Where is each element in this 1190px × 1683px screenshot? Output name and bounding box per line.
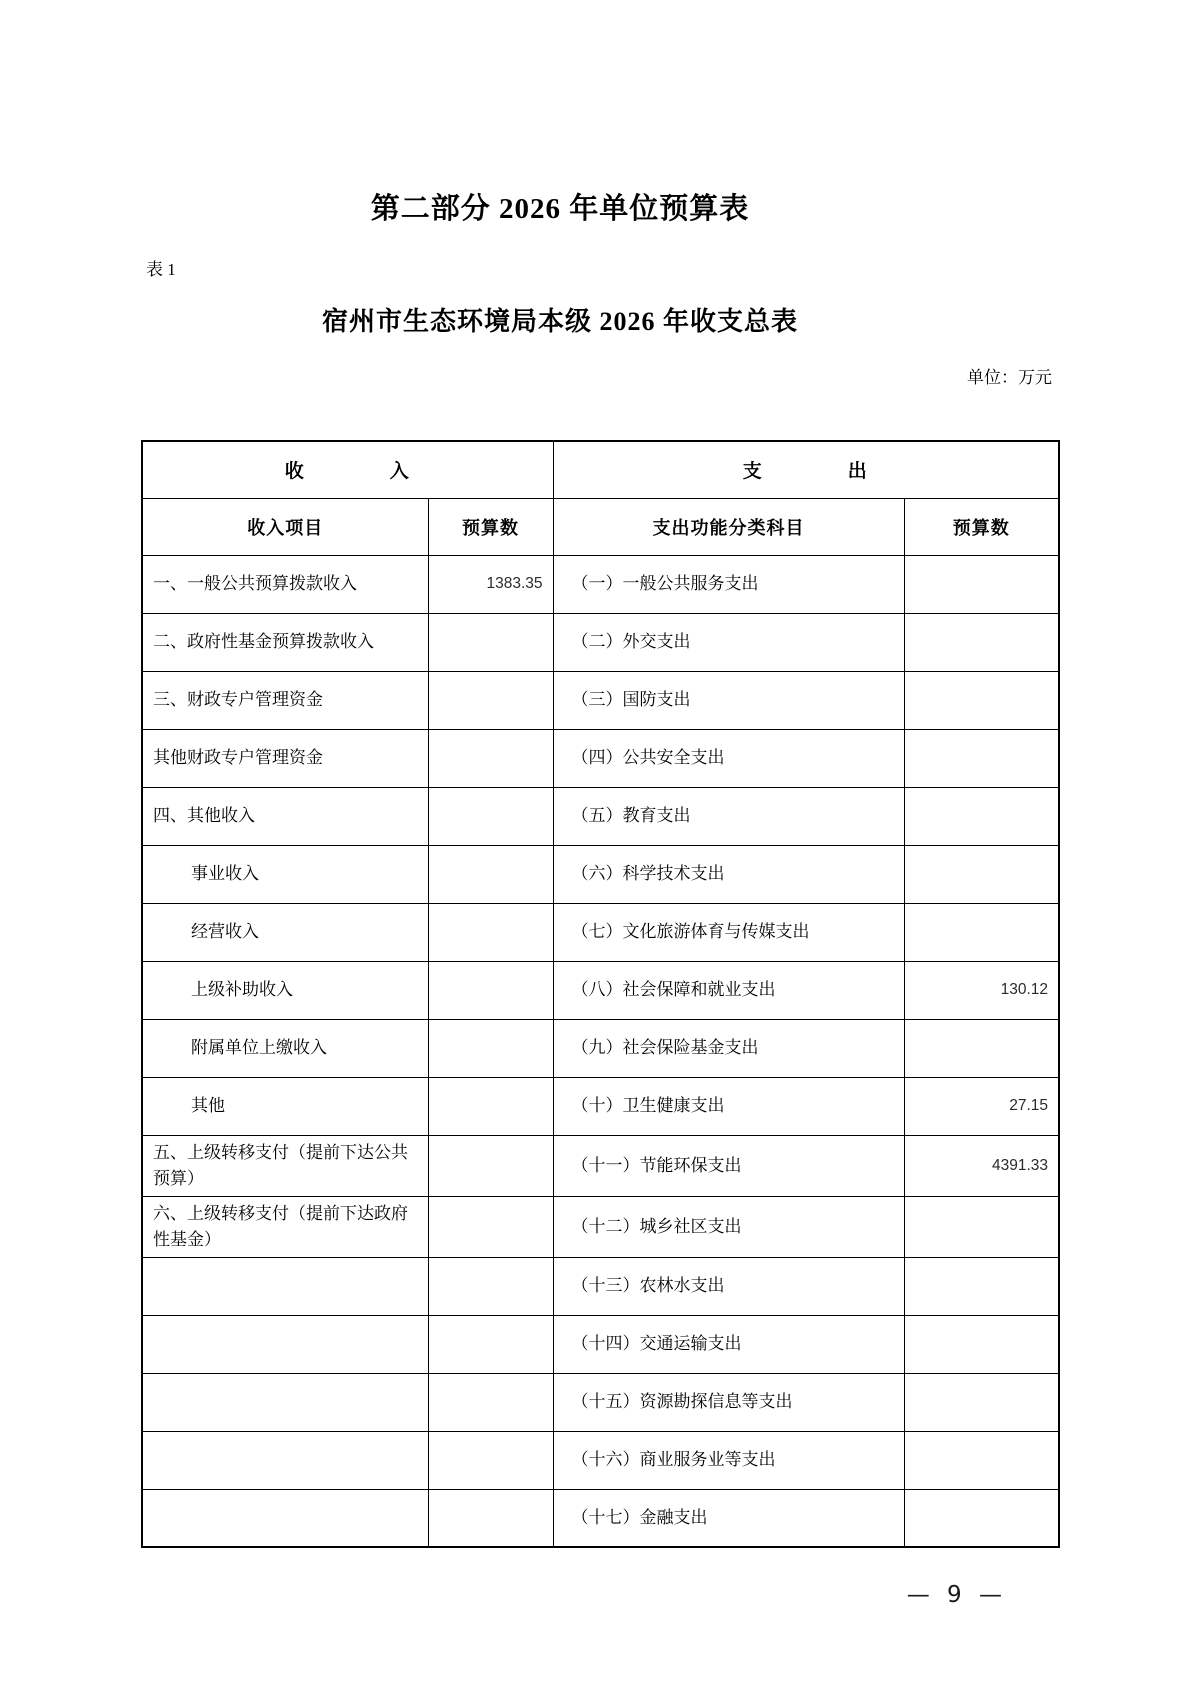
table-row — [142, 1257, 1059, 1315]
income-budget-cell — [428, 1019, 553, 1077]
budget-table-body — [142, 555, 1059, 1547]
expense-item-cell: （六）科学技术支出 — [553, 845, 904, 903]
expense-item-cell: （十）卫生健康支出 — [553, 1077, 904, 1135]
table-row — [142, 1135, 1059, 1196]
expense-item-cell: （八）社会保障和就业支出 — [553, 961, 904, 1019]
income-item-cell: 五、上级转移支付（提前下达公共预算） — [142, 1135, 428, 1196]
expense-budget-cell — [904, 1489, 1059, 1547]
income-item-cell: 一、一般公共预算拨款收入 — [142, 555, 428, 613]
table-row — [142, 1373, 1059, 1431]
income-item-cell — [142, 1373, 428, 1431]
expense-budget-cell — [904, 1019, 1059, 1077]
expense-item-cell: （十二）城乡社区支出 — [553, 1196, 904, 1257]
income-item-cell: 经营收入 — [142, 903, 428, 961]
expense-budget-cell: 27.15 — [904, 1077, 1059, 1135]
income-budget-cell: 1383.35 — [428, 555, 553, 613]
page-number: — 9 — — [906, 1582, 1002, 1608]
expense-item-cell: （一）一般公共服务支出 — [553, 555, 904, 613]
expense-item-cell: （十三）农林水支出 — [553, 1257, 904, 1315]
expense-budget-cell — [904, 671, 1059, 729]
income-budget-cell — [428, 845, 553, 903]
income-item-cell — [142, 1257, 428, 1315]
expense-item-cell: （四）公共安全支出 — [553, 729, 904, 787]
expense-budget-cell — [904, 555, 1059, 613]
header-group-row — [142, 441, 1059, 498]
header-columns-row — [142, 498, 1059, 555]
expense-budget-cell — [904, 729, 1059, 787]
income-item-cell: 上级补助收入 — [142, 961, 428, 1019]
income-budget-cell — [428, 961, 553, 1019]
income-item-cell — [142, 1489, 428, 1547]
table-title: 宿州市生态环境局本级 2026 年收支总表 — [321, 307, 798, 336]
expense-item-cell: （十七）金融支出 — [553, 1489, 904, 1547]
budget-table-header — [142, 441, 1059, 555]
expense-budget-cell — [904, 787, 1059, 845]
expense-item-cell: （九）社会保险基金支出 — [553, 1019, 904, 1077]
expense-item-cell: （十四）交通运输支出 — [553, 1315, 904, 1373]
expense-item-cell: （二）外交支出 — [553, 613, 904, 671]
table-row — [142, 729, 1059, 787]
income-budget-cell — [428, 1257, 553, 1315]
expense-budget-column-header: 预算数 — [904, 498, 1059, 555]
income-item-cell — [142, 1431, 428, 1489]
income-item-cell — [142, 1315, 428, 1373]
expense-item-cell: （十六）商业服务业等支出 — [553, 1431, 904, 1489]
table-row — [142, 1019, 1059, 1077]
income-budget-cell — [428, 613, 553, 671]
table-row — [142, 903, 1059, 961]
expense-budget-cell — [904, 845, 1059, 903]
income-budget-column-header: 预算数 — [428, 498, 553, 555]
expense-budget-cell: 130.12 — [904, 961, 1059, 1019]
expense-budget-cell — [904, 1257, 1059, 1315]
income-budget-cell — [428, 729, 553, 787]
table-row — [142, 787, 1059, 845]
expense-item-cell: （七）文化旅游体育与传媒支出 — [553, 903, 904, 961]
expense-item-cell: （三）国防支出 — [553, 671, 904, 729]
table-label: 表 1 — [146, 260, 176, 279]
table-row — [142, 1431, 1059, 1489]
expense-budget-cell — [904, 1373, 1059, 1431]
income-item-cell: 六、上级转移支付（提前下达政府性基金） — [142, 1196, 428, 1257]
budget-summary-table — [141, 440, 1060, 1548]
income-budget-cell — [428, 903, 553, 961]
part-title: 第二部分 2026 年单位预算表 — [370, 193, 750, 225]
expense-budget-cell — [904, 903, 1059, 961]
income-budget-cell — [428, 1077, 553, 1135]
table-row — [142, 555, 1059, 613]
income-budget-cell — [428, 787, 553, 845]
income-budget-cell — [428, 1135, 553, 1196]
expense-item-column-header: 支出功能分类科目 — [553, 498, 904, 555]
expense-group-header: 支 出 — [553, 441, 1059, 498]
expense-item-cell: （十一）节能环保支出 — [553, 1135, 904, 1196]
table-row — [142, 1196, 1059, 1257]
table-row — [142, 845, 1059, 903]
income-item-cell: 附属单位上缴收入 — [142, 1019, 428, 1077]
income-item-cell: 事业收入 — [142, 845, 428, 903]
income-budget-cell — [428, 1196, 553, 1257]
income-item-cell: 三、财政专户管理资金 — [142, 671, 428, 729]
expense-budget-cell — [904, 1431, 1059, 1489]
table-row — [142, 961, 1059, 1019]
expense-budget-cell — [904, 1315, 1059, 1373]
expense-item-cell: （十五）资源勘探信息等支出 — [553, 1373, 904, 1431]
income-budget-cell — [428, 671, 553, 729]
table-row — [142, 1315, 1059, 1373]
table-row — [142, 613, 1059, 671]
expense-item-cell: （五）教育支出 — [553, 787, 904, 845]
income-item-cell: 其他财政专户管理资金 — [142, 729, 428, 787]
income-item-column-header: 收入项目 — [142, 498, 428, 555]
income-group-header: 收 入 — [142, 441, 553, 498]
unit-note: 单位：万元 — [967, 368, 1052, 387]
income-item-cell: 其他 — [142, 1077, 428, 1135]
income-item-cell: 二、政府性基金预算拨款收入 — [142, 613, 428, 671]
expense-budget-cell — [904, 1196, 1059, 1257]
table-row — [142, 671, 1059, 729]
income-item-cell: 四、其他收入 — [142, 787, 428, 845]
expense-budget-cell: 4391.33 — [904, 1135, 1059, 1196]
income-budget-cell — [428, 1431, 553, 1489]
income-budget-cell — [428, 1315, 553, 1373]
income-budget-cell — [428, 1373, 553, 1431]
table-row — [142, 1489, 1059, 1547]
expense-budget-cell — [904, 613, 1059, 671]
table-row — [142, 1077, 1059, 1135]
income-budget-cell — [428, 1489, 553, 1547]
